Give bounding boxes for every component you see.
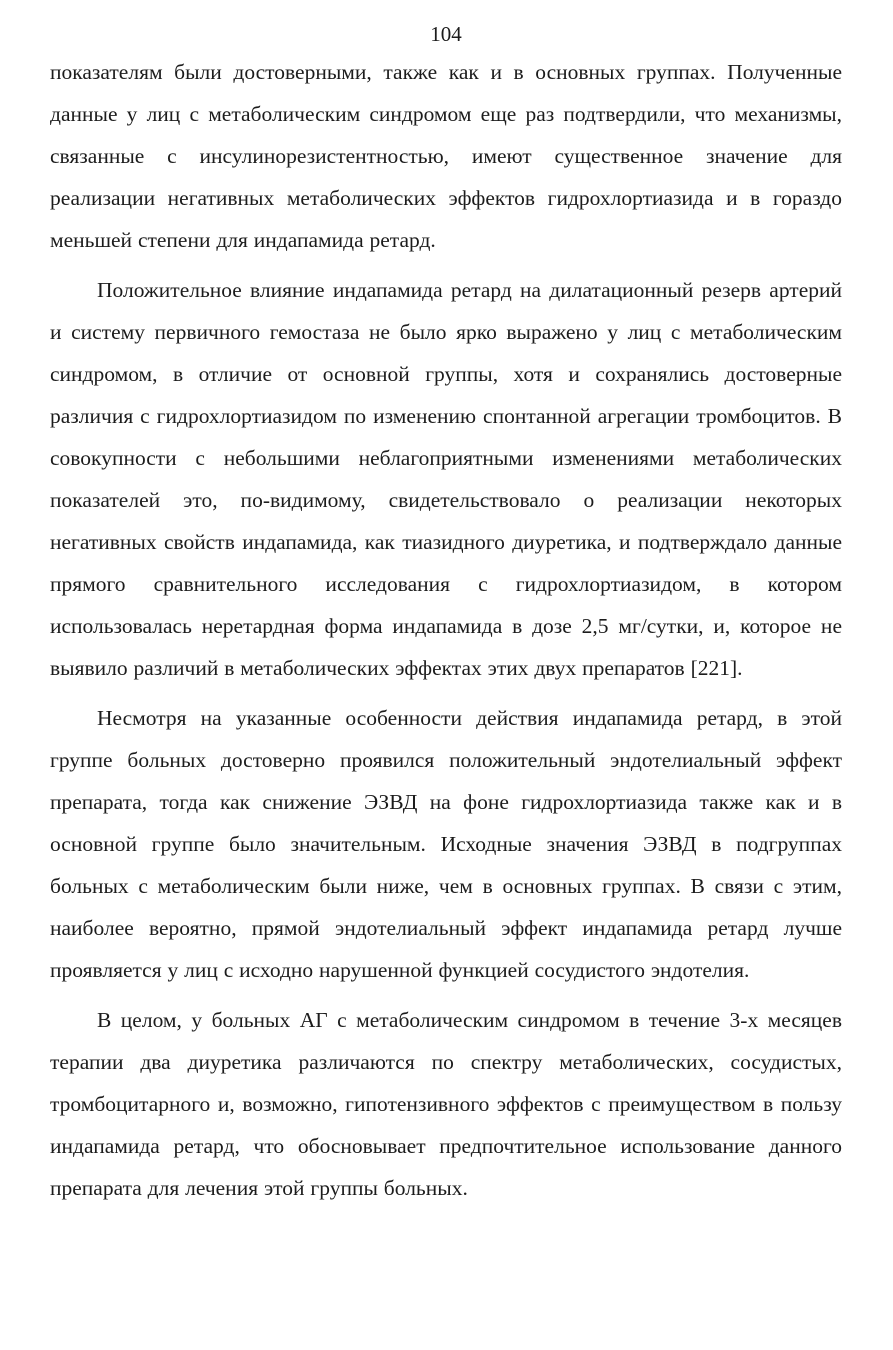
paragraph-continuation: показателям были достоверными, также как и в основных группах. Полученные данные у лиц с метаболическим синдромом еще раз подтвердили, что механизмы, связанные с инсулинорезистентностью, имеют существенное значение для реализации негативных метаболических эффектов гидрохлортиазида и в гораздо меньшей степени для индапамида ретард. [50,60,842,252]
paragraph-conclusion: В целом, у больных АГ с метаболическим синдромом в течение 3-х месяцев терапии два диуретика различаются по спектру метаболических, сосудистых, тромбоцитарного и, возможно, гипотензивного эффектов с преимуществом в пользу индапамида ретард, что обосновывает предпочтительное использование данного препарата для лечения этой группы больных. [50,1008,842,1200]
paragraph-endothelial-effect: Несмотря на указанные особенности действия индапамида ретард, в этой группе больных достоверно проявился положительный эндотелиальный эффект препарата, тогда как снижение ЭЗВД на фоне гидрохлортиазида также как и в основной группе было значительным. Исходные значения ЭЗВД в подгруппах больных с метаболическим были ниже, чем в основных группах. В связи с этим, наиболее вероятно, прямой эндотелиальный эффект индапамида ретард лучше проявляется у лиц с исходно нарушенной функцией сосудистого эндотелия. [50,706,842,982]
document-page [50,20,842,1209]
page-number: 104 [430,22,462,46]
paragraph-indapamide-influence: Положительное влияние индапамида ретард на дилатационный резерв артерий и систему первичного гемостаза не было ярко выражено у лиц с метаболическим синдромом, в отличие от основной группы, хотя и сохранялись достоверные различия с гидрохлортиазидом по изменению спонтанной агрегации тромбоцитов. В совокупности с небольшими неблагоприятными изменениями метаболических показателей это, по-видимому, свидетельствовало о реализации некоторых негативных свойств индапамида, как тиазидного диуретика, и подтверждало данные прямого сравнительного исследования с гидрохлортиазидом, в котором использовалась неретардная форма индапамида в дозе 2,5 мг/сутки, и, которое не выявило различий в метаболических эффектах этих двух препаратов [221]. [50,278,842,680]
